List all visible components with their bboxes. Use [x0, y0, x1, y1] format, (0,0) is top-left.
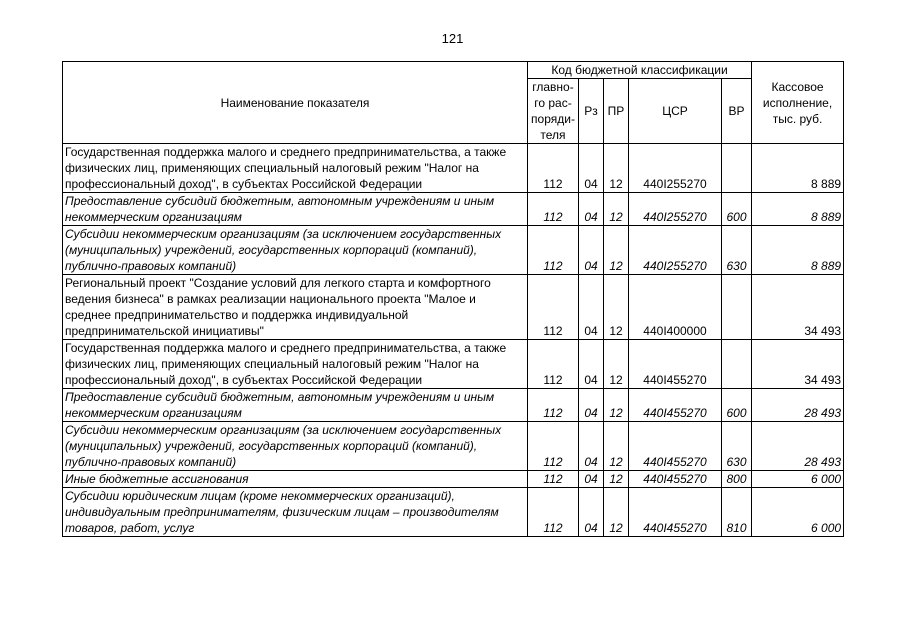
- header-vr: ВР: [722, 79, 752, 144]
- cell-glava: 112: [528, 488, 579, 537]
- cell-amount: 28 493: [752, 422, 844, 471]
- cell-glava: 112: [528, 275, 579, 340]
- cell-amount: 8 889: [752, 144, 844, 193]
- cell-glava: 112: [528, 422, 579, 471]
- cell-pr: 12: [604, 275, 629, 340]
- table-row: [63, 275, 844, 340]
- cell-rz: 04: [579, 144, 604, 193]
- cell-rz: 04: [579, 275, 604, 340]
- cell-name: Предоставление субсидий бюджетным, автономным учреждениям и иным некоммерческим организациям: [63, 193, 528, 226]
- header-row-top: [63, 62, 844, 79]
- cell-rz: 04: [579, 193, 604, 226]
- cell-name: Государственная поддержка малого и среднего предпринимательства, а также физических лиц, применяющих специальный налоговый режим "Налог на профессиональный доход", в субъектах Российской Федерации: [63, 144, 528, 193]
- table-row: [63, 340, 844, 389]
- cell-csr: 440I400000: [629, 275, 722, 340]
- cell-glava: 112: [528, 389, 579, 422]
- budget-table: [62, 61, 844, 537]
- header-budget-code: Код бюджетной классификации: [528, 62, 752, 79]
- cell-glava: 112: [528, 340, 579, 389]
- cell-csr: 440I455270: [629, 340, 722, 389]
- cell-glava: 112: [528, 193, 579, 226]
- cell-amount: 28 493: [752, 389, 844, 422]
- cell-amount: 6 000: [752, 488, 844, 537]
- header-name: Наименование показателя: [63, 62, 528, 144]
- header-csr: ЦСР: [629, 79, 722, 144]
- cell-vr: 600: [722, 389, 752, 422]
- cell-pr: 12: [604, 389, 629, 422]
- cell-glava: 112: [528, 471, 579, 488]
- cell-rz: 04: [579, 389, 604, 422]
- page-number: 121: [441, 31, 464, 46]
- cell-pr: 12: [604, 193, 629, 226]
- cell-rz: 04: [579, 226, 604, 275]
- cell-csr: 440I255270: [629, 226, 722, 275]
- cell-name: Субсидии юридическим лицам (кроме некоммерческих организаций), индивидуальным предпринимателям, физическим лицам – производителям товаров, работ, услуг: [63, 488, 528, 537]
- table-row: [63, 488, 844, 537]
- cell-rz: 04: [579, 471, 604, 488]
- cell-pr: 12: [604, 422, 629, 471]
- cell-vr: [722, 275, 752, 340]
- cell-amount: 34 493: [752, 275, 844, 340]
- cell-name: Иные бюджетные ассигнования: [63, 471, 528, 488]
- cell-csr: 440I255270: [629, 144, 722, 193]
- cell-name: Субсидии некоммерческим организациям (за исключением государственных (муниципальных) учреждений, государственных корпораций (компаний), публично-правовых компаний): [63, 422, 528, 471]
- header-glava: главно-го рас-поряди-теля: [528, 79, 579, 144]
- cell-vr: [722, 144, 752, 193]
- cell-rz: 04: [579, 422, 604, 471]
- cell-csr: 440I255270: [629, 193, 722, 226]
- cell-pr: 12: [604, 144, 629, 193]
- cell-name: Субсидии некоммерческим организациям (за исключением государственных (муниципальных) учреждений, государственных корпораций (компаний), публично-правовых компаний): [63, 226, 528, 275]
- cell-name: Региональный проект "Создание условий для легкого старта и комфортного ведения бизнеса" в рамках реализации национального проекта "Малое и среднее предпринимательство и поддержка индивидуальной предпринимательской инициативы": [63, 275, 528, 340]
- cell-csr: 440I455270: [629, 389, 722, 422]
- cell-amount: 6 000: [752, 471, 844, 488]
- cell-glava: 112: [528, 226, 579, 275]
- cell-rz: 04: [579, 488, 604, 537]
- table-row: [63, 471, 844, 488]
- cell-vr: 600: [722, 193, 752, 226]
- cell-pr: 12: [604, 488, 629, 537]
- cell-amount: 34 493: [752, 340, 844, 389]
- cell-vr: 630: [722, 422, 752, 471]
- table-row: [63, 144, 844, 193]
- cell-csr: 440I455270: [629, 422, 722, 471]
- table-row: [63, 226, 844, 275]
- cell-name: Предоставление субсидий бюджетным, автономным учреждениям и иным некоммерческим организациям: [63, 389, 528, 422]
- header-pr: ПР: [604, 79, 629, 144]
- header-rz: Рз: [579, 79, 604, 144]
- cell-name: Государственная поддержка малого и среднего предпринимательства, а также физических лиц, применяющих специальный налоговый режим "Налог на профессиональный доход", в субъектах Российской Федерации: [63, 340, 528, 389]
- cell-glava: 112: [528, 144, 579, 193]
- cell-vr: [722, 340, 752, 389]
- cell-amount: 8 889: [752, 193, 844, 226]
- header-amount: Кассовое исполнение, тыс. руб.: [752, 62, 844, 144]
- table-row: [63, 389, 844, 422]
- cell-pr: 12: [604, 226, 629, 275]
- cell-pr: 12: [604, 471, 629, 488]
- cell-vr: 630: [722, 226, 752, 275]
- cell-csr: 440I455270: [629, 471, 722, 488]
- cell-vr: 810: [722, 488, 752, 537]
- table-row: [63, 193, 844, 226]
- cell-csr: 440I455270: [629, 488, 722, 537]
- table-row: [63, 422, 844, 471]
- cell-amount: 8 889: [752, 226, 844, 275]
- cell-rz: 04: [579, 340, 604, 389]
- cell-pr: 12: [604, 340, 629, 389]
- table-body: [63, 144, 844, 537]
- cell-vr: 800: [722, 471, 752, 488]
